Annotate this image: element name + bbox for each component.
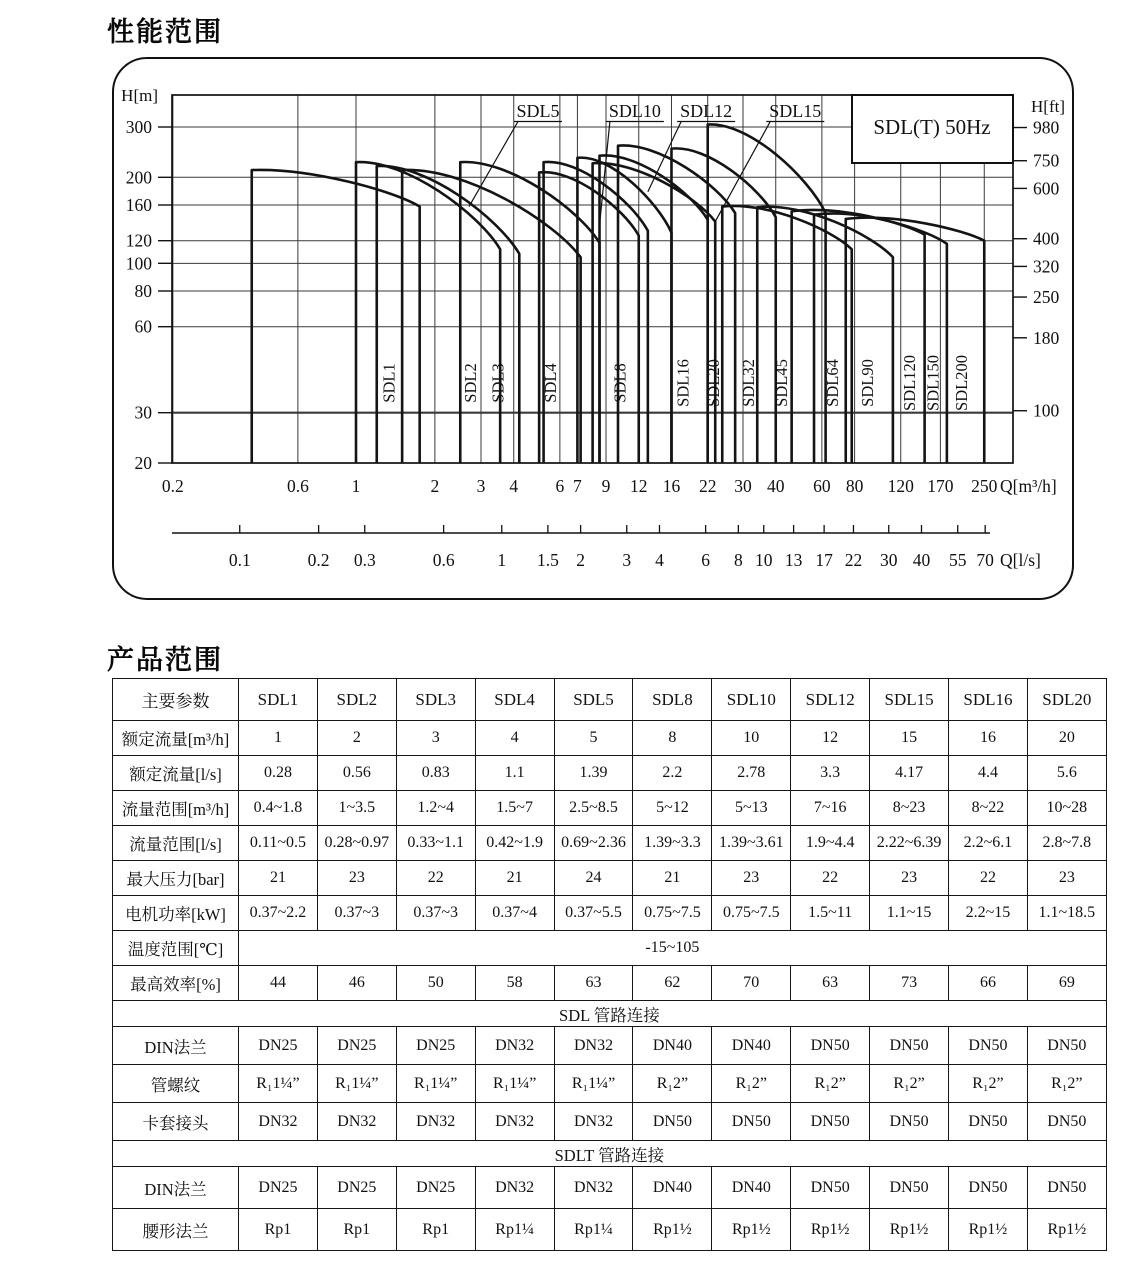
- table-header-model: SDL3: [396, 679, 475, 721]
- model-label-SDL20: SDL20: [704, 359, 724, 407]
- table-value: 66: [949, 966, 1028, 1001]
- table-row-label: 卡套接头: [113, 1103, 239, 1141]
- table-value: 2.8~7.8: [1027, 826, 1106, 861]
- table-row-label: DIN法兰: [113, 1167, 239, 1209]
- table-value: 23: [1027, 861, 1106, 896]
- table-header-model: SDL20: [1027, 679, 1106, 721]
- table-row-label: 流量范围[l/s]: [113, 826, 239, 861]
- y-axis-left-tick-label: 30: [134, 402, 152, 423]
- table-value: DN32: [475, 1103, 554, 1141]
- table-value: 1.1: [475, 756, 554, 791]
- y-axis-left-tick-label: 60: [134, 316, 152, 337]
- x-axis-ls-tick-label: 0.3: [353, 550, 376, 570]
- model-label-SDL1: SDL1: [379, 363, 399, 403]
- model-label-SDL32: SDL32: [738, 359, 758, 407]
- product-range-table: [112, 678, 1107, 1251]
- curve-SDL64: [722, 206, 851, 463]
- table-value: 0.37~2.2: [239, 896, 318, 931]
- table-value: 4: [475, 721, 554, 756]
- table-value: 15: [870, 721, 949, 756]
- table-value: 2.2~6.1: [949, 826, 1028, 861]
- table-value: 2.2~15: [949, 896, 1028, 931]
- table-value: 16: [949, 721, 1028, 756]
- x-axis-ls-tick-label: 0.2: [307, 550, 330, 570]
- y-axis-left-tick-label: 160: [125, 194, 152, 215]
- table-section-row: [113, 1141, 1107, 1167]
- table-value: 0.56: [317, 756, 396, 791]
- table-value: DN40: [633, 1027, 712, 1065]
- x-axis-m3h-tick-label: 120: [887, 476, 914, 496]
- table-value: 1.5~7: [475, 791, 554, 826]
- y-axis-right-tick-label: 180: [1033, 327, 1060, 348]
- x-axis-ls-tick-label: 17: [815, 550, 833, 570]
- table-value: 0.75~7.5: [633, 896, 712, 931]
- table-value: 8: [633, 721, 712, 756]
- table-span-value: -15~105: [239, 931, 1107, 966]
- y-axis-right: [1013, 97, 1065, 421]
- table-value: Rp1: [239, 1209, 318, 1251]
- frequency-box-label: SDL(T) 50Hz: [873, 115, 991, 139]
- table-value: DN32: [554, 1167, 633, 1209]
- table-value: DN50: [791, 1103, 870, 1141]
- table-value: 0.11~0.5: [239, 826, 318, 861]
- model-label-SDL15: SDL15: [769, 101, 822, 121]
- table-value: R₁1¼”: [239, 1065, 318, 1103]
- table-row-label: 流量范围[m³/h]: [113, 791, 239, 826]
- table-header-model: SDL5: [554, 679, 633, 721]
- table-value: DN50: [870, 1027, 949, 1065]
- table-row: [113, 1209, 1107, 1251]
- table-value: Rp1½: [791, 1209, 870, 1251]
- table-value: 5~12: [633, 791, 712, 826]
- y-axis-right-tick-label: 750: [1033, 150, 1060, 171]
- table-value: 1.1~18.5: [1027, 896, 1106, 931]
- x-axis-m3h-tick-label: 7: [573, 476, 582, 496]
- performance-chart: [0, 0, 1131, 625]
- table-value: DN50: [949, 1103, 1028, 1141]
- table-value: R₁2”: [870, 1065, 949, 1103]
- table-value: 1.39: [554, 756, 633, 791]
- curve-SDL4: [402, 170, 580, 463]
- curve-SDL16: [600, 155, 708, 463]
- table-value: 1.39~3.3: [633, 826, 712, 861]
- table-value: DN25: [239, 1167, 318, 1209]
- table-value: R₁1¼”: [396, 1065, 475, 1103]
- table-value: DN50: [791, 1027, 870, 1065]
- table-row-label: 腰形法兰: [113, 1209, 239, 1251]
- y-axis-left-tick-label: 20: [134, 453, 152, 474]
- table-value: 46: [317, 966, 396, 1001]
- table-value: 62: [633, 966, 712, 1001]
- y-axis-right-tick-label: 400: [1033, 228, 1060, 249]
- table-value: 8~23: [870, 791, 949, 826]
- table-value: DN32: [554, 1027, 633, 1065]
- performance-section-title: 性能范围: [107, 17, 223, 47]
- x-axis-ls-tick-label: 55: [948, 550, 967, 570]
- table-header-model: SDL10: [712, 679, 791, 721]
- table-row: [113, 756, 1107, 791]
- model-label-SDL4: SDL4: [541, 363, 561, 403]
- table-value: 7~16: [791, 791, 870, 826]
- table-value: 0.83: [396, 756, 475, 791]
- table-value: 1: [239, 721, 318, 756]
- table-value: 2.5~8.5: [554, 791, 633, 826]
- table-header-param: 主要参数: [113, 679, 239, 721]
- table-row: [113, 966, 1107, 1001]
- table-value: R₁1¼”: [554, 1065, 633, 1103]
- table-header-model: SDL2: [317, 679, 396, 721]
- table-value: R₁1¼”: [475, 1065, 554, 1103]
- y-axis-left: [121, 86, 172, 473]
- curve-SDL3: [377, 166, 520, 463]
- table-value: 5~13: [712, 791, 791, 826]
- table-value: R₁2”: [1027, 1065, 1106, 1103]
- model-label-SDL90: SDL90: [857, 359, 877, 407]
- table-value: Rp1½: [870, 1209, 949, 1251]
- x-axis-m3h-tick-label: 250: [971, 476, 998, 496]
- table-value: 0.37~3: [317, 896, 396, 931]
- table-value: 50: [396, 966, 475, 1001]
- y-axis-right-tick-label: 600: [1033, 178, 1060, 199]
- table-value: R₁2”: [633, 1065, 712, 1103]
- table-value: 70: [712, 966, 791, 1001]
- model-label-leader-line: [600, 122, 610, 226]
- table-value: 5.6: [1027, 756, 1106, 791]
- table-value: 2.2: [633, 756, 712, 791]
- table-value: DN25: [239, 1027, 318, 1065]
- table-value: DN25: [317, 1167, 396, 1209]
- x-axis-ls-tick-label: 4: [655, 550, 664, 570]
- x-axis-ls-title: Q[l/s]: [1000, 550, 1041, 570]
- model-label-SDL12: SDL12: [680, 101, 733, 121]
- x-axis-ls-tick-label: 10: [755, 550, 773, 570]
- x-axis-m3h-tick-label: 30: [734, 476, 752, 496]
- table-row: [113, 1103, 1107, 1141]
- table-header-model: SDL12: [791, 679, 870, 721]
- curve-SDL15: [593, 163, 716, 463]
- y-axis-left-tick-label: 300: [125, 117, 152, 137]
- table-value: DN50: [870, 1103, 949, 1141]
- table-row-label: 电机功率[kW]: [113, 896, 239, 931]
- x-axis-m3h-tick-label: 4: [509, 476, 519, 496]
- table-value: 0.37~3: [396, 896, 475, 931]
- x-axis-m3h-tick-label: 16: [662, 476, 681, 496]
- table-value: 2.78: [712, 756, 791, 791]
- frequency-box: [852, 95, 1013, 163]
- x-axis-m3h-tick-label: 60: [813, 476, 831, 496]
- performance-chart-svg: [0, 0, 1131, 625]
- table-value: 1.1~15: [870, 896, 949, 931]
- model-label-SDL150: SDL150: [923, 355, 943, 411]
- y-axis-left-title: H[m]: [121, 86, 158, 105]
- table-value: R₁2”: [791, 1065, 870, 1103]
- x-axis-ls-tick-label: 8: [733, 550, 743, 570]
- model-label-SDL64: SDL64: [822, 359, 842, 407]
- table-value: DN25: [396, 1027, 475, 1065]
- table-row: [113, 826, 1107, 861]
- x-axis-m3h-tick-label: 2: [430, 476, 440, 496]
- table-value: DN50: [949, 1167, 1028, 1209]
- x-axis-flow-m3h: [162, 476, 1057, 496]
- x-axis-ls-tick-label: 2: [576, 550, 585, 570]
- table-value: 0.75~7.5: [712, 896, 791, 931]
- x-axis-ls-tick-label: 30: [880, 550, 898, 570]
- table-value: 23: [317, 861, 396, 896]
- table-row: [113, 791, 1107, 826]
- table-value: Rp1½: [633, 1209, 712, 1251]
- table-value: Rp1: [396, 1209, 475, 1251]
- table-value: Rp1¼: [475, 1209, 554, 1251]
- x-axis-m3h-tick-label: 1: [351, 476, 361, 496]
- table-value: DN50: [1027, 1103, 1106, 1141]
- table-row: [113, 1027, 1107, 1065]
- table-value: 58: [475, 966, 554, 1001]
- table-row: [113, 931, 1107, 966]
- table-row-label: 额定流量[m³/h]: [113, 721, 239, 756]
- table-value: 1~3.5: [317, 791, 396, 826]
- table-section-label: SDL 管路连接: [113, 1001, 1107, 1027]
- table-value: 23: [712, 861, 791, 896]
- table-value: 69: [1027, 966, 1106, 1001]
- x-axis-ls-tick-label: 1: [497, 550, 507, 570]
- curve-SDL10: [544, 162, 648, 463]
- table-value: 23: [870, 861, 949, 896]
- table-value: DN50: [712, 1103, 791, 1141]
- table-value: 22: [791, 861, 870, 896]
- table-value: DN50: [791, 1167, 870, 1209]
- table-value: 44: [239, 966, 318, 1001]
- table-value: DN50: [870, 1167, 949, 1209]
- model-label-SDL200: SDL200: [952, 355, 972, 411]
- x-axis-m3h-tick-label: 170: [927, 476, 954, 496]
- table-value: R₁2”: [949, 1065, 1028, 1103]
- table-header-row: [113, 679, 1107, 721]
- table-value: 20: [1027, 721, 1106, 756]
- x-axis-m3h-title: Q[m³/h]: [1000, 476, 1057, 496]
- table-value: DN40: [712, 1027, 791, 1065]
- table-header-model: SDL8: [633, 679, 712, 721]
- table-value: 0.69~2.36: [554, 826, 633, 861]
- table-value: 21: [633, 861, 712, 896]
- table-value: 10: [712, 721, 791, 756]
- y-axis-right-tick-label: 320: [1033, 256, 1060, 277]
- table-value: 0.37~5.5: [554, 896, 633, 931]
- table-value: 22: [396, 861, 475, 896]
- table-value: DN50: [1027, 1027, 1106, 1065]
- table-value: DN32: [475, 1027, 554, 1065]
- x-axis-m3h-tick-label: 9: [601, 476, 611, 496]
- x-axis-m3h-tick-label: 6: [555, 476, 565, 496]
- x-axis-ls-tick-label: 22: [844, 550, 863, 570]
- table-value: 4.4: [949, 756, 1028, 791]
- x-axis-m3h-tick-label: 0.2: [161, 476, 184, 496]
- table-value: 24: [554, 861, 633, 896]
- model-label-SDL120: SDL120: [899, 355, 919, 411]
- curve-SDL150: [814, 213, 947, 463]
- model-label-SDL3: SDL3: [488, 363, 508, 403]
- table-value: 63: [791, 966, 870, 1001]
- table-header-model: SDL16: [949, 679, 1028, 721]
- table-value: DN40: [712, 1167, 791, 1209]
- x-axis-ls-tick-label: 3: [622, 550, 632, 570]
- table-row-label: 管螺纹: [113, 1065, 239, 1103]
- table-value: 73: [870, 966, 949, 1001]
- curve-SDL120: [792, 210, 925, 463]
- table-value: 8~22: [949, 791, 1028, 826]
- table-row: [113, 1167, 1107, 1209]
- table-value: 21: [475, 861, 554, 896]
- table-value: DN40: [633, 1167, 712, 1209]
- table-row: [113, 721, 1107, 756]
- table-row-label: 最高效率[%]: [113, 966, 239, 1001]
- table-value: 5: [554, 721, 633, 756]
- y-axis-left-tick-label: 200: [125, 167, 152, 188]
- table-value: 2: [317, 721, 396, 756]
- y-axis-right-tick-label: 980: [1033, 117, 1060, 138]
- table-value: Rp1½: [712, 1209, 791, 1251]
- table-value: 1.2~4: [396, 791, 475, 826]
- table-value: 4.17: [870, 756, 949, 791]
- table-value: 63: [554, 966, 633, 1001]
- table-value: DN25: [396, 1167, 475, 1209]
- x-axis-m3h-tick-label: 40: [766, 476, 785, 496]
- table-value: 0.37~4: [475, 896, 554, 931]
- table-value: 1.5~11: [791, 896, 870, 931]
- table-row: [113, 896, 1107, 931]
- table-value: 0.4~1.8: [239, 791, 318, 826]
- table-value: Rp1¼: [554, 1209, 633, 1251]
- table-value: 1.9~4.4: [791, 826, 870, 861]
- model-label-SDL8: SDL8: [610, 363, 630, 403]
- x-axis-m3h-tick-label: 3: [476, 476, 486, 496]
- table-row: [113, 861, 1107, 896]
- table-value: Rp1½: [949, 1209, 1028, 1251]
- table-value: DN50: [633, 1103, 712, 1141]
- table-value: 12: [791, 721, 870, 756]
- table-value: DN32: [317, 1103, 396, 1141]
- table-row-label: 最大压力[bar]: [113, 861, 239, 896]
- table-row: [113, 1065, 1107, 1103]
- table-value: DN32: [554, 1103, 633, 1141]
- table-value: 0.28~0.97: [317, 826, 396, 861]
- products-section-title: 产品范围: [107, 645, 223, 675]
- table-value: 2.22~6.39: [870, 826, 949, 861]
- table-value: 22: [949, 861, 1028, 896]
- table-row-label: 额定流量[l/s]: [113, 756, 239, 791]
- y-axis-left-tick-label: 100: [125, 253, 152, 274]
- model-label-SDL45: SDL45: [772, 359, 792, 407]
- curve-SDL20: [618, 145, 735, 463]
- table-header-model: SDL1: [239, 679, 318, 721]
- table-header-model: SDL4: [475, 679, 554, 721]
- curve-SDL8: [539, 172, 639, 463]
- y-axis-left-tick-label: 80: [134, 281, 152, 302]
- x-axis-ls-tick-label: 13: [784, 550, 803, 570]
- curve-SDL1: [252, 170, 420, 463]
- x-axis-m3h-tick-label: 22: [698, 476, 717, 496]
- x-axis-ls-tick-label: 0.1: [228, 550, 251, 570]
- table-value: DN32: [396, 1103, 475, 1141]
- table-value: Rp1: [317, 1209, 396, 1251]
- table-value: 0.28: [239, 756, 318, 791]
- model-label-SDL5: SDL5: [516, 101, 560, 121]
- x-axis-m3h-tick-label: 12: [629, 476, 648, 496]
- x-axis-ls-tick-label: 40: [912, 550, 931, 570]
- table-value: DN32: [239, 1103, 318, 1141]
- table-section-row: [113, 1001, 1107, 1027]
- x-axis-m3h-tick-label: 80: [845, 476, 864, 496]
- y-axis-right-tick-label: 250: [1033, 287, 1060, 308]
- x-axis-ls-tick-label: 1.5: [536, 550, 559, 570]
- x-axis-ls-tick-label: 70: [976, 550, 994, 570]
- x-axis-m3h-tick-label: 0.6: [286, 476, 309, 496]
- table-value: 10~28: [1027, 791, 1106, 826]
- y-axis-left-tick-label: 120: [125, 230, 152, 251]
- table-value: 1.39~3.61: [712, 826, 791, 861]
- y-axis-right-title: H[ft]: [1031, 97, 1065, 116]
- table-value: DN50: [1027, 1167, 1106, 1209]
- x-axis-ls-tick-label: 0.6: [432, 550, 455, 570]
- table-value: 3.3: [791, 756, 870, 791]
- x-axis-ls-tick-label: 6: [701, 550, 711, 570]
- table-value: DN25: [317, 1027, 396, 1065]
- table-value: 3: [396, 721, 475, 756]
- table-value: R₁1¼”: [317, 1065, 396, 1103]
- model-label-SDL16: SDL16: [673, 359, 693, 407]
- table-value: DN32: [475, 1167, 554, 1209]
- model-label-SDL2: SDL2: [460, 363, 480, 403]
- table-section-label: SDLT 管路连接: [113, 1141, 1107, 1167]
- table-value: 0.42~1.9: [475, 826, 554, 861]
- y-axis-right-tick-label: 100: [1033, 400, 1060, 421]
- curve-SDL200: [846, 218, 985, 463]
- model-label-SDL10: SDL10: [608, 101, 661, 121]
- table-value: Rp1½: [1027, 1209, 1106, 1251]
- table-row-label: 温度范围[℃]: [113, 931, 239, 966]
- table-value: DN50: [949, 1027, 1028, 1065]
- x-axis-flow-ls: [172, 525, 1041, 570]
- table-row-label: DIN法兰: [113, 1027, 239, 1065]
- table-value: R₁2”: [712, 1065, 791, 1103]
- table-header-model: SDL15: [870, 679, 949, 721]
- table-value: 21: [239, 861, 318, 896]
- table-value: 0.33~1.1: [396, 826, 475, 861]
